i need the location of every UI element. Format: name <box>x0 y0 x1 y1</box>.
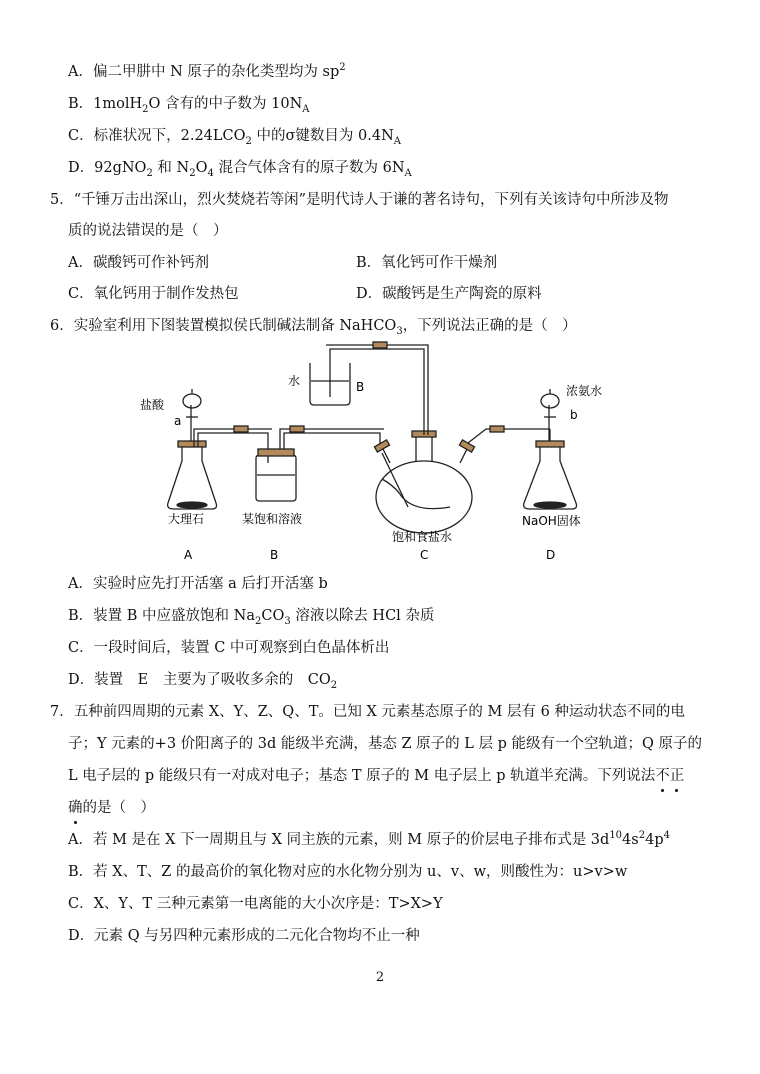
q7-option-b: B．若 X、T、Z 的最高价的氧化物对应的水化物分别为 u、v、w，则酸性为：u>v>w <box>68 864 628 880</box>
q5-option-b: B．氧化钙可作干燥剂 <box>356 255 498 271</box>
q7-option-a: A．若 M 是在 X 下一周期且与 X 同主族的元素，则 M 原子的价层电子排布式是 $3d^{10}4s^24p^4$ <box>68 830 670 848</box>
q7-stem-line2: 子；Y 元素的+3 价阳离子的 3d 能级半充满，基态 Z 原子的 L 层 p 能级有一个空轨道；Q 原子的 <box>68 736 703 752</box>
label-ammonia: 浓氨水 <box>566 384 603 398</box>
label-hcl: 盐酸 <box>140 398 165 412</box>
emphasis-dot-char: 确 <box>68 800 83 816</box>
label-valve-a: a <box>174 414 182 428</box>
label-app-d: D <box>546 548 556 562</box>
q6-option-c: C．一段时间后，装置 C 中可观察到白色晶体析出 <box>68 640 390 656</box>
q4-option-b: B．1molH$_2$O 含有的中子数为 $10N_A$ <box>68 96 310 115</box>
q4-option-d: D．92gNO$_2$ 和 $N_2O_4$ 混合气体含有的原子数为 $6N_A$ <box>68 160 412 179</box>
label-sat-solution: 某饱和溶液 <box>242 512 303 526</box>
label-beaker: B <box>356 380 365 394</box>
q5-stem-line2: 质的说法错误的是（ ） <box>68 223 228 239</box>
q7-stem-line4: 确的是（ ） <box>68 800 155 816</box>
label-valve-b: b <box>570 408 578 422</box>
q5-stem-line1: 5．“千锤万击出深山，烈火焚烧若等闲”是明代诗人于谦的著名诗句，下列有关该诗句中所涉及物 <box>50 192 669 208</box>
q7-stem-line3: L 电子层的 p 能级只有一对成对电子；基态 T 原子的 M 电子层上 p 轨道半充满。下列说法不正 <box>68 768 685 784</box>
flask-d <box>524 389 577 509</box>
q7-option-d: D．元素 Q 与另四种元素形成的二元化合物均不止一种 <box>68 928 420 944</box>
q5-option-d: D．碳酸钙是生产陶瓷的原料 <box>356 286 542 302</box>
bottle-b <box>256 426 384 501</box>
q4-option-c: C．标准状况下，$2.24LCO_2$ 中的σ键数目为 $0.4N_A$ <box>68 128 401 147</box>
q7-option-c: C．X、Y、T 三种元素第一电离能的大小次序是：T>X>Y <box>68 896 443 912</box>
flask-c <box>326 342 550 533</box>
label-water: 水 <box>288 374 301 388</box>
q6-option-b: B．装置 B 中应盛放饱和 $Na_2CO_3$ 溶液以除去 HCl 杂质 <box>68 608 435 627</box>
q7-stem-line1: 7．五种前四周期的元素 X、Y、Z、Q、T。已知 X 元素基态原子的 M 层有 6 种运动状态不同的电 <box>50 704 685 720</box>
q6-option-d: D．装置 E 主要为了吸收多余的 $CO_2$ <box>68 672 338 691</box>
emphasis-dot-char: 正 <box>669 768 685 784</box>
q5-option-c: C．氧化钙用于制作发热包 <box>68 286 239 302</box>
label-naoh: NaOH固体 <box>522 514 581 528</box>
label-app-a: A <box>184 548 193 562</box>
label-marble: 大理石 <box>168 512 205 526</box>
q4-option-a: A．偏二甲肼中 N 原子的杂化类型均为 $sp^2$ <box>68 62 346 80</box>
label-brine: 饱和食盐水 <box>392 530 453 544</box>
page-number: 2 <box>375 970 385 985</box>
label-app-c: C <box>420 548 429 562</box>
q5-option-a: A．碳酸钙可作补钙剂 <box>68 255 209 271</box>
q6-option-a: A．实验时应先打开活塞 a 后打开活塞 b <box>68 576 328 592</box>
flask-a <box>168 389 217 509</box>
emphasis-dot-char: 不 <box>655 768 670 784</box>
water-beaker <box>310 355 350 405</box>
q6-stem: 6．实验室利用下图装置模拟侯氏制碱法制备 NaHCO$_3$，下列说法正确的是（ ） <box>50 318 577 337</box>
label-app-b: B <box>270 548 279 562</box>
apparatus-diagram <box>130 335 640 567</box>
